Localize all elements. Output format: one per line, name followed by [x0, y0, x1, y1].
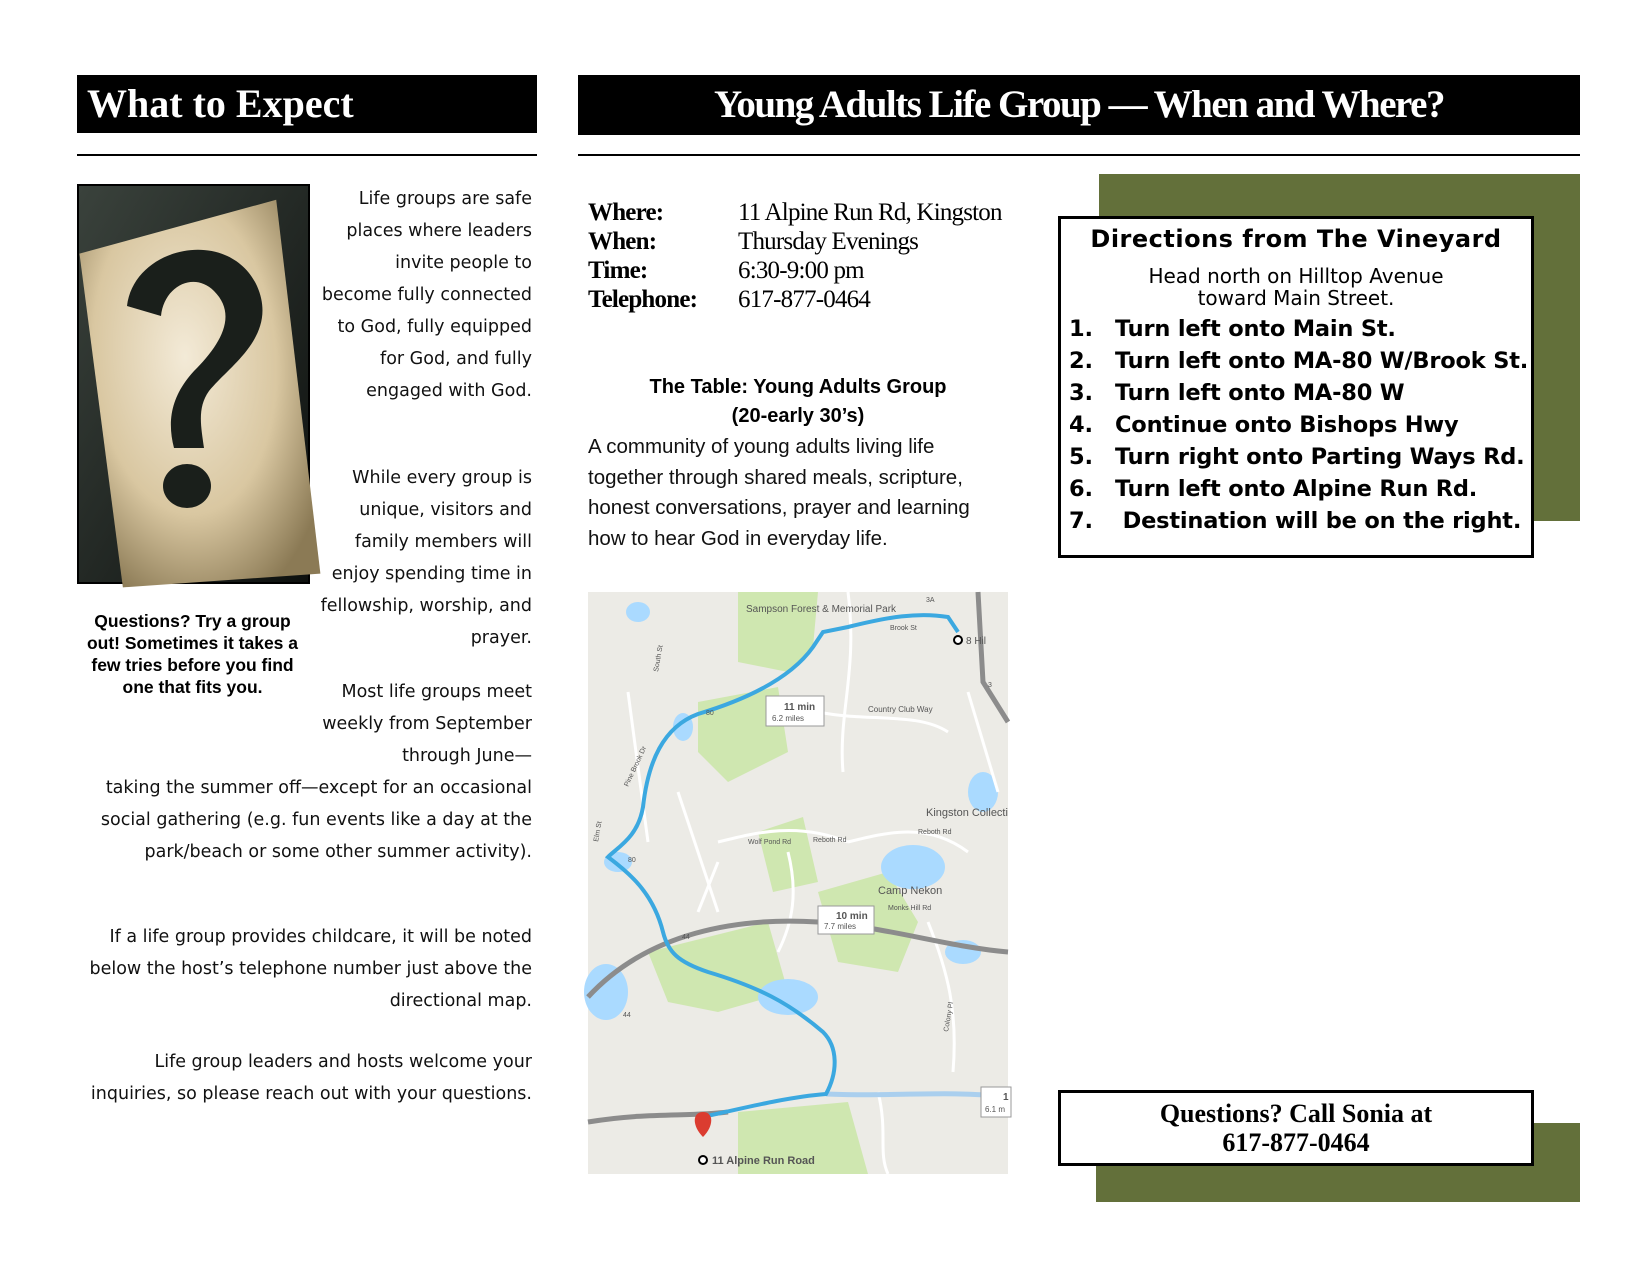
map-label-road: Country Club Way	[868, 705, 933, 714]
question-mark-photo	[77, 184, 310, 584]
road-label-reboth: Reboth Rd	[813, 837, 847, 844]
info-telephone	[588, 285, 1002, 314]
directions-start	[1061, 265, 1531, 309]
road-label-south: South St	[653, 644, 665, 673]
directions-box	[1058, 216, 1534, 558]
water-body	[881, 845, 945, 889]
step-text: Continue onto Bishops Hwy	[1115, 412, 1459, 438]
direction-step	[1069, 345, 1531, 377]
step-number: 3.	[1069, 380, 1093, 406]
road-label-reboth: Reboth Rd	[918, 829, 952, 836]
when-and-where-heading: Young Adults Life Group — When and Where?	[578, 75, 1580, 135]
road-label-80: 80	[628, 857, 636, 864]
paragraph-childcare: If a life group provides childcare, it will be noted below the host’s telephone number just above the directional map.	[89, 927, 532, 1011]
info-label: Time:	[588, 257, 648, 284]
destination-pin-icon	[695, 1112, 712, 1137]
road-label-brook: Brook St	[890, 625, 917, 632]
left-divider	[77, 154, 537, 156]
what-to-expect-heading: What to Expect	[77, 75, 537, 133]
map-label-park: Sampson Forest & Memorial Park	[746, 604, 897, 615]
right-divider	[578, 154, 1580, 156]
directions-map	[588, 592, 1008, 1174]
step-number: 6.	[1069, 476, 1093, 502]
paragraph-schedule-start: Most life groups meet weekly from September through June—	[322, 682, 532, 766]
question-mark-icon	[79, 186, 308, 582]
direction-step	[1069, 441, 1531, 473]
road-label-3: 3	[988, 682, 992, 689]
paragraph-unique-groups: While every group is unique, visitors and family members will enjoy spending time in fellowship, worship, and prayer.	[320, 468, 532, 648]
directions-title: Directions from The Vineyard	[1090, 225, 1502, 253]
step-number: 1.	[1069, 316, 1093, 342]
road-label-80: 80	[706, 710, 714, 717]
contact-box	[1058, 1090, 1534, 1166]
group-title	[588, 373, 1008, 431]
map-label-kingston: Kingston Collecti	[926, 807, 1008, 819]
meeting-info	[588, 198, 1002, 314]
direction-step	[1069, 473, 1531, 505]
info-value: 11 Alpine Run Rd, Kingston	[738, 199, 1002, 226]
map-label-destination: 11 Alpine Run Road	[712, 1155, 815, 1167]
info-time	[588, 256, 1002, 285]
road-label-44: 44	[623, 1012, 631, 1019]
route-time-1: 11 min	[784, 702, 816, 713]
group-title-ages: (20-early 30’s)	[731, 405, 865, 427]
step-text: Turn left onto Main St.	[1115, 316, 1396, 342]
directions-steps	[1061, 313, 1531, 537]
route-time-2: 10 min	[836, 911, 868, 922]
road-label-44: 44	[682, 934, 690, 941]
water-body	[626, 602, 650, 622]
route-dist-1: 6.2 miles	[772, 714, 805, 723]
map-label-origin: 8 Hil	[966, 636, 987, 647]
road-label-elm: Elm St	[593, 820, 604, 843]
contact-line: Questions? Call Sonia at	[1159, 1099, 1433, 1128]
contact-phone: 617-877-0464	[1222, 1128, 1370, 1157]
directions-start-line: Head north on Hilltop Avenue	[1148, 264, 1444, 288]
road-label-wolf-pond: Wolf Pond Rd	[748, 839, 792, 846]
info-label: Telephone:	[588, 286, 698, 313]
paragraph-safe-places: Life groups are safe places where leaders invite people to become fully connected to God, fully equipped for God, and fully engaged with God.	[321, 189, 532, 401]
direction-step	[1069, 505, 1531, 537]
paragraph-inquiries: Life group leaders and hosts welcome your inquiries, so please reach out with your questions.	[90, 1052, 532, 1104]
road-label-colony: Colony Pl	[943, 1001, 956, 1033]
step-text: Destination will be on the right.	[1115, 508, 1522, 534]
info-when	[588, 227, 1002, 256]
destination-marker	[699, 1156, 707, 1164]
step-number: 5.	[1069, 444, 1093, 470]
highway-3	[978, 592, 1008, 722]
map-label-camp: Camp Nekon	[878, 885, 943, 897]
route-dist-2: 7.7 miles	[824, 922, 857, 931]
group-description: A community of young adults living life together through shared meals, scripture, honest conversations, prayer and learning how to hear God in everyday life.	[588, 435, 970, 550]
direction-step	[1069, 313, 1531, 345]
info-value: 6:30-9:00 pm	[738, 257, 864, 284]
info-value: Thursday Evenings	[738, 228, 919, 255]
info-where	[588, 198, 1002, 227]
route-time-3: 1	[1003, 1092, 1009, 1103]
origin-marker	[954, 636, 962, 644]
road-label-pine-brook: Pine Brook Dr	[623, 745, 649, 788]
directions-start-line: toward Main Street.	[1197, 286, 1395, 310]
water-body	[758, 979, 818, 1015]
step-text: Turn left onto MA-80 W/Brook St.	[1115, 348, 1529, 374]
direction-step	[1069, 377, 1531, 409]
info-label: Where:	[588, 199, 664, 226]
road-label-3a: 3A	[926, 597, 935, 604]
route-dist-3: 6.1 m	[985, 1105, 1006, 1114]
info-value: 617-877-0464	[738, 286, 871, 313]
step-number: 4.	[1069, 412, 1093, 438]
group-title-name: The Table: Young Adults Group	[649, 376, 947, 398]
step-text: Turn right onto Parting Ways Rd.	[1115, 444, 1525, 470]
info-label: When:	[588, 228, 657, 255]
photo-caption: Questions? Try a group out! Sometimes it takes a few tries before you find one that fits you.	[86, 611, 299, 697]
road-label-monks-hill: Monks Hill Rd	[888, 905, 932, 912]
step-number: 2.	[1069, 348, 1093, 374]
step-text: Turn left onto Alpine Run Rd.	[1115, 476, 1478, 502]
step-text: Turn left onto MA-80 W	[1115, 380, 1405, 406]
direction-step	[1069, 409, 1531, 441]
paragraph-schedule-end: taking the summer off—except for an occasional social gathering (e.g. fun events like a day at the park/beach or some other summer activity).	[100, 778, 532, 862]
step-number: 7.	[1069, 508, 1093, 534]
